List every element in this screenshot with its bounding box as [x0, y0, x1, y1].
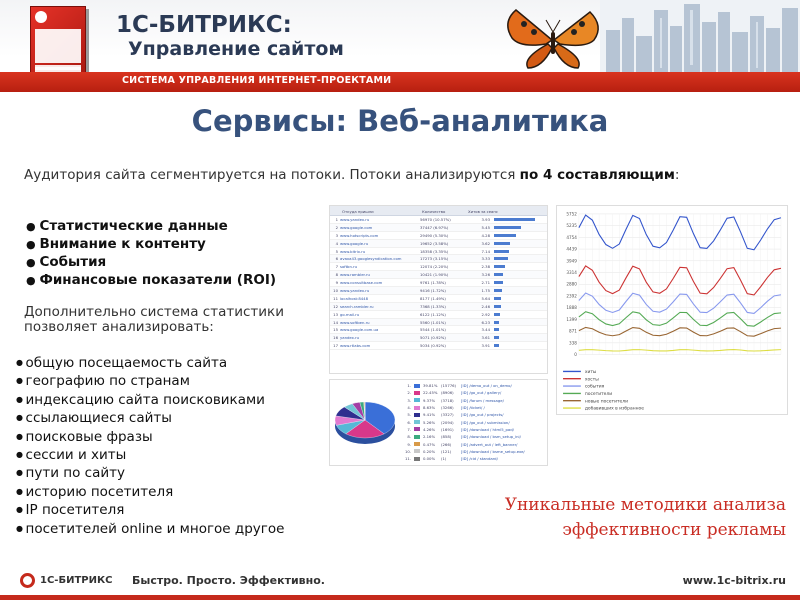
legend-link[interactable]: [ID] /go_out / submission/: [461, 419, 510, 425]
list-item: ● ссылающиеся сайты: [16, 409, 284, 427]
legend-swatch: [414, 413, 420, 417]
table-bar: [494, 313, 500, 316]
table-row: [330, 224, 547, 232]
table-cell: 2: [335, 224, 338, 230]
legend-row: [402, 448, 525, 455]
footer: [0, 566, 800, 596]
table-cell: 7368 (1.33%): [420, 303, 446, 309]
table-cell: 17273 (3.15%): [420, 256, 449, 262]
table-header-cell: Хитов за сеанс: [468, 209, 498, 214]
list-item: ● сессии и хиты: [16, 446, 284, 464]
table-cell[interactable]: avaxa43.googlesyndication.com: [340, 256, 402, 262]
table-cell[interactable]: www.softben.ru: [340, 319, 370, 325]
table-cell: 3: [335, 232, 338, 238]
legend-row: [402, 411, 525, 418]
table-cell: 3.62: [481, 240, 490, 246]
legend-index: 3.: [407, 397, 411, 403]
table-bar: [494, 257, 508, 260]
legend-index: 9.: [407, 441, 411, 447]
legend-label: события: [584, 384, 605, 390]
table-row: [330, 334, 547, 342]
feature-list: [16, 354, 284, 538]
table-cell: 2.46: [481, 303, 490, 309]
legend-link[interactable]: [ID] /download / html5_pad/: [461, 426, 514, 432]
table-cell: 12: [333, 303, 338, 309]
footer-brand: 1С-БИТРИКС: [40, 575, 113, 586]
legend-index: 10.: [404, 448, 411, 454]
table-row: [330, 342, 547, 350]
legend-row: [402, 404, 525, 411]
table-cell: 7: [335, 264, 338, 270]
table-bar: [494, 328, 499, 331]
legend-percent: 0.47%: [423, 441, 436, 447]
table-cell: 12074 (2.20%): [420, 264, 449, 270]
table-cell: 2.38: [481, 264, 490, 270]
table-cell: 3.44: [481, 327, 490, 333]
table-bar: [494, 226, 521, 229]
table-cell[interactable]: www.yandex.ru: [340, 287, 370, 293]
legend-link[interactable]: [ID] /go_out / projects/: [461, 412, 504, 418]
legend-count: (266): [441, 441, 452, 447]
intro-prefix: Аудитория сайта сегментируется на потоки. Потоки анализируются: [24, 167, 520, 183]
table-cell[interactable]: www.yandex.ru: [340, 216, 370, 222]
table-cell: 37447 (6.97%): [420, 224, 449, 230]
table-cell: 15: [333, 327, 338, 333]
table-cell: 5.45: [481, 224, 490, 230]
y-tick-label: 1888: [566, 305, 577, 311]
table-row: [330, 255, 547, 263]
legend-count: (3718): [441, 397, 454, 403]
list-item: ● индексацию сайта поисковиками: [16, 391, 284, 409]
table-cell: 29490 (5.30%): [420, 232, 449, 238]
table-cell: 10: [333, 287, 338, 293]
legend-label: добавивших в избранное: [584, 406, 644, 412]
legend-percent: 0.20%: [423, 448, 436, 454]
table-cell: 3.93: [481, 216, 490, 222]
y-tick-label: 2392: [566, 293, 577, 299]
legend-index: 11.: [404, 456, 411, 462]
legend-swatch: [414, 384, 420, 388]
table-cell: 5544 (1.01%): [420, 327, 446, 333]
table-cell: 9761 (1.78%): [420, 280, 446, 286]
legend-link[interactable]: [ID] /go_out / gallery/: [461, 390, 502, 396]
legend-count: (8906): [441, 390, 454, 396]
table-bar: [494, 289, 502, 292]
list-item: ● общую посещаемость сайта: [16, 354, 284, 372]
legend-swatch: [414, 442, 420, 446]
butterfly-icon: [498, 2, 608, 72]
legend-percent: 0.00%: [423, 456, 436, 462]
list-item: ● IP посетителя: [16, 501, 284, 519]
legend-swatch: [414, 420, 420, 424]
table-cell[interactable]: www.google.ru: [340, 240, 369, 246]
table-row: [330, 271, 547, 279]
legend-percent: 8.63%: [423, 405, 436, 411]
table-bar: [494, 281, 503, 284]
legend-index: 2.: [407, 390, 411, 396]
table-cell: 8: [335, 272, 338, 278]
legend-label: хиты: [584, 369, 597, 375]
intro-bold: по 4 составляющим: [519, 167, 675, 183]
additional-text: Дополнительно система статистики позволяет анализировать:: [24, 304, 284, 335]
table-cell: 5560 (1.01%): [420, 319, 446, 325]
y-tick-label: 3949: [566, 258, 577, 264]
legend-row: [402, 433, 525, 440]
y-tick-label: 3314: [566, 270, 577, 276]
legend-link[interactable]: [ID] /advert_out / left_banner/: [461, 441, 518, 447]
table-cell[interactable]: yandex.ru: [340, 335, 360, 341]
table-cell: 3.26: [481, 272, 490, 278]
legend-percent: 39.81%: [423, 383, 438, 389]
table-cell: 5034 (0.92%): [420, 343, 446, 349]
list-item: ● посетителей online и многое другое: [16, 520, 284, 538]
table-bar: [494, 321, 499, 324]
table-row: [330, 216, 547, 224]
table-row: [330, 279, 547, 287]
category-list: [26, 217, 276, 289]
legend-label: посетители: [584, 391, 613, 397]
legend-row: [402, 455, 525, 462]
legend-row: [402, 418, 525, 425]
table-cell: 7.14: [481, 248, 490, 254]
table-cell: 4: [335, 240, 338, 246]
table-cell[interactable]: softbn.ru: [340, 264, 358, 270]
legend-index: 4.: [407, 405, 411, 411]
legend-percent: 5.26%: [423, 419, 436, 425]
legend-percent: 4.26%: [423, 426, 436, 432]
table-cell[interactable]: www.rtlabs.com: [340, 343, 371, 349]
list-item: ● Статистические данные: [26, 217, 276, 235]
table-bar: [494, 218, 535, 221]
intro-suffix: :: [674, 167, 680, 183]
table-cell: 56970 (10.57%): [420, 216, 451, 222]
table-cell: 14: [333, 319, 338, 325]
legend-swatch: [414, 391, 420, 395]
table-row: [330, 263, 547, 271]
legend-index: 5.: [407, 412, 411, 418]
legend-index: 8.: [407, 434, 411, 440]
page-title: Сервисы: Веб-аналитика: [191, 104, 609, 138]
legend-count: (2094): [441, 419, 454, 425]
pie-legend: [402, 382, 525, 462]
bitrix-logo-icon: [20, 573, 35, 588]
list-item: ● поисковые фразы: [16, 428, 284, 446]
table-bar: [494, 297, 501, 300]
legend-row: [402, 397, 525, 404]
list-item: ● Финансовые показатели (ROI): [26, 271, 276, 289]
table-bar: [494, 242, 510, 245]
legend-swatch: [414, 398, 420, 402]
promo-text: [470, 493, 786, 543]
table-cell: 6.23: [481, 319, 490, 325]
promo-line: Уникальные методики анализа: [504, 495, 786, 515]
table-cell: 9416 (1.72%): [420, 287, 446, 293]
ribbon-text: СИСТЕМА УПРАВЛЕНИЯ ИНТЕРНЕТ-ПРОЕКТАМИ: [122, 75, 392, 86]
legend-count: (121): [441, 448, 452, 454]
table-bar: [494, 344, 499, 347]
brand-title: 1С-БИТРИКС:: [116, 12, 292, 38]
table-cell: 19652 (3.58%): [420, 240, 449, 246]
legend-percent: 9.41%: [423, 412, 436, 418]
legend-link[interactable]: [ID] /download / bsm_setup_ini/: [461, 434, 521, 440]
legend-swatch: [414, 427, 420, 431]
city-skyline-image: [600, 0, 800, 72]
table-cell[interactable]: localhost:8448: [340, 295, 368, 301]
footer-accent-line: [0, 595, 800, 600]
y-tick-label: 0: [574, 352, 577, 358]
legend-count: (1): [441, 456, 447, 462]
legend-link[interactable]: [ID] /cid / standard/: [461, 456, 498, 462]
y-tick-label: 4754: [566, 234, 577, 240]
legend-percent: 22.45%: [423, 390, 438, 396]
table-bar: [494, 234, 516, 237]
legend-count: (15776): [441, 383, 457, 389]
table-row: [330, 311, 547, 319]
pie-chart: [330, 380, 400, 465]
legend-swatch: [414, 449, 420, 453]
promo-line: эффективности рекламы: [562, 520, 786, 540]
table-cell: 6122 (1.12%): [420, 311, 446, 317]
legend-percent: 9.37%: [423, 397, 436, 403]
list-item: ● События: [26, 253, 276, 271]
legend-swatch: [414, 457, 420, 461]
table-row: [330, 232, 547, 240]
legend-row: [402, 440, 525, 447]
y-tick-label: 5235: [566, 223, 577, 229]
table-cell: 4.28: [481, 232, 490, 238]
ribbon: [0, 72, 800, 92]
y-tick-label: 2880: [566, 281, 577, 287]
events-pie-panel: [329, 379, 548, 466]
list-item: ● пути по сайту: [16, 464, 284, 482]
y-tick-label: 5752: [566, 211, 577, 217]
intro-text: [24, 167, 679, 183]
table-bar: [494, 273, 503, 276]
table-cell: 13: [333, 311, 338, 317]
table-cell: 5.64: [481, 295, 490, 301]
table-cell[interactable]: www.google.com: [340, 224, 373, 230]
table-header-cell: Количество: [422, 209, 446, 214]
table-cell[interactable]: www.google.com.ua: [340, 327, 379, 333]
table-cell: 10421 (1.90%): [420, 272, 449, 278]
table-cell: 6: [335, 256, 338, 262]
table-cell: 3.61: [481, 335, 490, 341]
table-cell: 17: [333, 343, 338, 349]
table-header: [330, 206, 547, 216]
y-tick-label: 1399: [566, 316, 577, 322]
legend-count: (858): [441, 434, 452, 440]
legend-link[interactable]: [ID] /forum / message/: [461, 397, 504, 403]
table-bar: [494, 305, 501, 308]
legend-count: (1691): [441, 426, 454, 432]
table-cell[interactable]: search.rambler.ru: [340, 303, 374, 309]
footer-url[interactable]: www.1c-bitrix.ru: [682, 574, 786, 587]
y-tick-label: 338: [568, 340, 577, 346]
legend-label: новые посетители: [584, 399, 629, 405]
table-cell: 3.91: [481, 343, 490, 349]
table-cell: 2.92: [481, 311, 490, 317]
table-cell[interactable]: go.mail.ru: [340, 311, 360, 317]
legend-link[interactable]: [ID] /download / bsme_setup.exe/: [461, 448, 525, 454]
legend-swatch: [414, 406, 420, 410]
legend-index: 1.: [407, 383, 411, 389]
table-bar: [494, 250, 509, 253]
table-cell: 5: [335, 248, 338, 254]
table-cell: 1.75: [481, 287, 490, 293]
table-row: [330, 248, 547, 256]
legend-count: (3327): [441, 412, 454, 418]
legend-percent: 2.16%: [423, 434, 436, 440]
table-row: [330, 319, 547, 327]
referrers-table: [329, 205, 548, 374]
legend-row: [402, 389, 525, 396]
legend-row: [402, 382, 525, 389]
table-row: [330, 295, 547, 303]
legend-index: 6.: [407, 419, 411, 425]
footer-slogan: Быстро. Просто. Эффективно.: [132, 574, 325, 587]
table-row: [330, 303, 547, 311]
table-row: [330, 326, 547, 334]
list-item: ● историю посетителя: [16, 483, 284, 501]
table-cell: 16: [333, 335, 338, 341]
table-cell: 18358 (3.35%): [420, 248, 449, 254]
traffic-line-chart: [556, 205, 788, 415]
table-cell[interactable]: www.rambler.ru: [340, 272, 370, 278]
table-cell[interactable]: www.consultbase.com: [340, 280, 383, 286]
table-cell: 2.71: [481, 280, 490, 286]
table-body: [330, 216, 547, 350]
table-cell: 8177 (1.49%): [420, 295, 446, 301]
table-cell: 3.33: [481, 256, 490, 262]
list-item: ● Внимание к контенту: [26, 235, 276, 253]
table-cell: 1: [335, 216, 338, 222]
y-tick-label: 871: [568, 328, 577, 334]
table-cell: 9: [335, 280, 338, 286]
table-cell[interactable]: www.hotscripts.com: [340, 232, 379, 238]
table-cell: 11: [333, 295, 338, 301]
table-cell[interactable]: www.bitrix.ru: [340, 248, 366, 254]
table-row: [330, 240, 547, 248]
legend-row: [402, 426, 525, 433]
y-tick-label: 4439: [566, 246, 577, 252]
legend-link[interactable]: [ID] /demo_out / on_demo/: [461, 383, 512, 389]
table-cell: 5071 (0.92%): [420, 335, 446, 341]
legend-index: 7.: [407, 426, 411, 432]
table-row: [330, 287, 547, 295]
table-header-cell: Откуда пришли: [342, 209, 374, 214]
table-bar: [494, 265, 505, 268]
legend-link[interactable]: [ID] /ticket/ /: [461, 405, 485, 411]
legend-count: (3266): [441, 405, 454, 411]
legend-swatch: [414, 435, 420, 439]
brand-subtitle: Управление сайтом: [128, 38, 344, 60]
legend-label: хосты: [584, 377, 599, 383]
table-bar: [494, 336, 499, 339]
list-item: ● географию по странам: [16, 372, 284, 390]
